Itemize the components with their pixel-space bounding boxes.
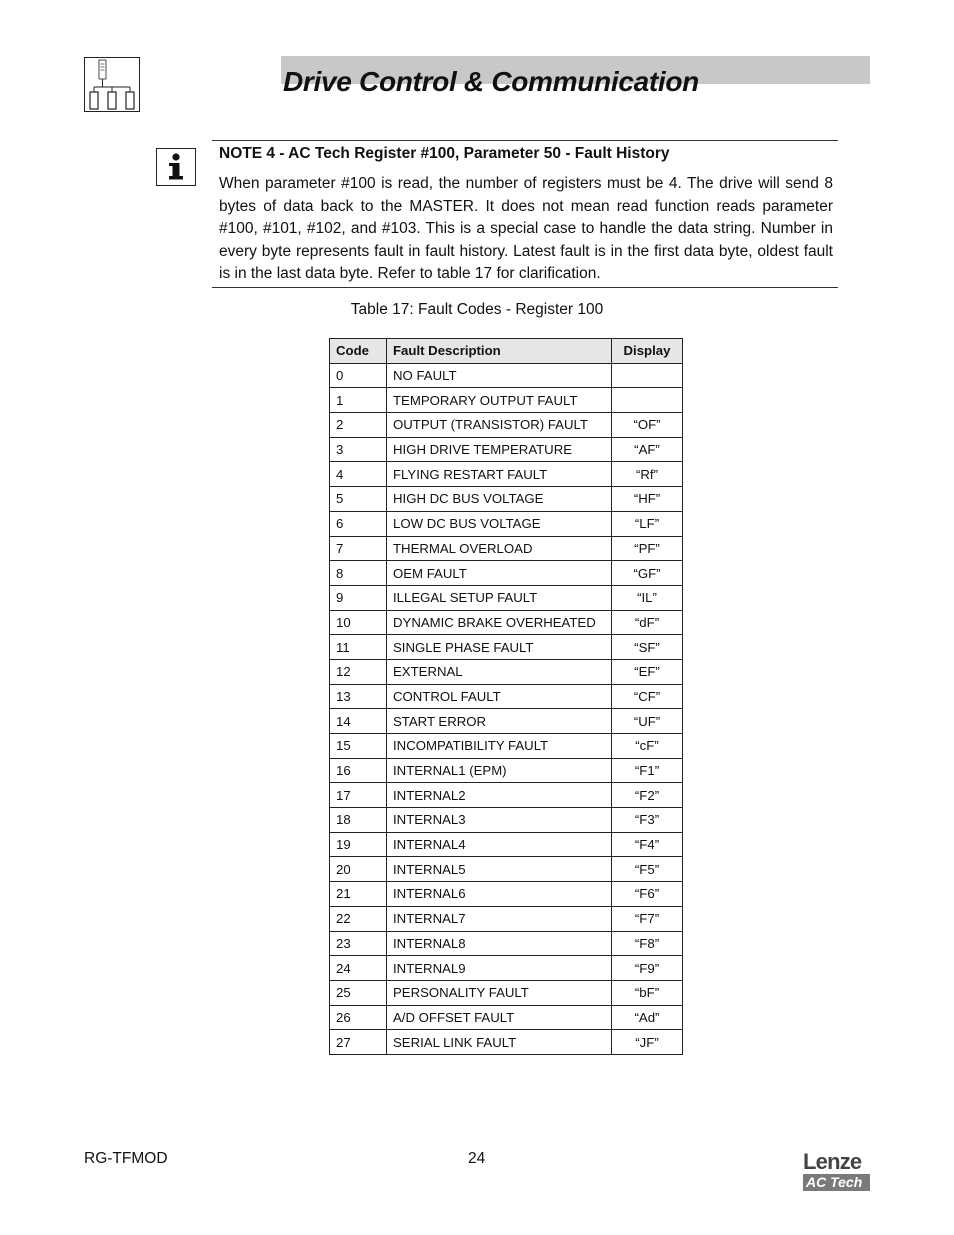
table-row (330, 610, 683, 635)
fault-code-cell: 14 (330, 709, 387, 734)
fault-display-cell: “SF” (612, 635, 683, 660)
fault-description-cell: OUTPUT (TRANSISTOR) FAULT (387, 413, 612, 438)
fault-code-cell: 17 (330, 783, 387, 808)
table-row (330, 734, 683, 759)
fault-description-cell: INTERNAL8 (387, 931, 612, 956)
fault-description-cell: START ERROR (387, 709, 612, 734)
fault-description-cell: SINGLE PHASE FAULT (387, 635, 612, 660)
fault-code-cell: 6 (330, 511, 387, 536)
fault-display-cell: “JF” (612, 1030, 683, 1055)
table-row (330, 1030, 683, 1055)
fault-code-cell: 20 (330, 857, 387, 882)
table-row (330, 808, 683, 833)
table-header-row (330, 339, 683, 364)
table-row (330, 882, 683, 907)
fault-description-cell: CONTROL FAULT (387, 684, 612, 709)
fault-code-cell: 24 (330, 956, 387, 981)
fault-description-cell: INTERNAL9 (387, 956, 612, 981)
fault-display-cell: “F4” (612, 832, 683, 857)
fault-description-cell: INCOMPATIBILITY FAULT (387, 734, 612, 759)
info-icon (156, 148, 196, 186)
table-row (330, 684, 683, 709)
table-row (330, 462, 683, 487)
fault-description-cell: SERIAL LINK FAULT (387, 1030, 612, 1055)
fault-display-cell: “CF” (612, 684, 683, 709)
fault-description-cell: A/D OFFSET FAULT (387, 1005, 612, 1030)
fault-code-cell: 25 (330, 980, 387, 1005)
fault-code-cell: 0 (330, 363, 387, 388)
table-row (330, 635, 683, 660)
fault-display-cell: “F2” (612, 783, 683, 808)
fault-code-cell: 9 (330, 585, 387, 610)
fault-code-cell: 27 (330, 1030, 387, 1055)
fault-description-cell: OEM FAULT (387, 561, 612, 586)
lenze-logo (803, 1150, 870, 1194)
fault-display-cell: “LF” (612, 511, 683, 536)
table-row (330, 980, 683, 1005)
column-header-description: Fault Description (387, 339, 612, 364)
fault-description-cell: ILLEGAL SETUP FAULT (387, 585, 612, 610)
fault-display-cell: “UF” (612, 709, 683, 734)
table-row (330, 413, 683, 438)
column-header-display: Display (612, 339, 683, 364)
fault-description-cell: INTERNAL4 (387, 832, 612, 857)
table-row (330, 956, 683, 981)
fault-display-cell: “cF” (612, 734, 683, 759)
table-caption: Table 17: Fault Codes - Register 100 (350, 301, 604, 318)
fault-display-cell (612, 363, 683, 388)
fault-code-cell: 19 (330, 832, 387, 857)
column-header-code: Code (330, 339, 387, 364)
fault-code-cell: 4 (330, 462, 387, 487)
fault-code-cell: 12 (330, 659, 387, 684)
fault-code-cell: 26 (330, 1005, 387, 1030)
fault-display-cell: “dF” (612, 610, 683, 635)
table-row (330, 659, 683, 684)
note-bottom-rule (212, 287, 838, 288)
fault-code-cell: 22 (330, 906, 387, 931)
fault-code-cell: 8 (330, 561, 387, 586)
fault-description-cell: INTERNAL6 (387, 882, 612, 907)
fault-display-cell: “AF” (612, 437, 683, 462)
fault-description-cell: INTERNAL1 (EPM) (387, 758, 612, 783)
network-icon (84, 57, 140, 112)
fault-code-cell: 11 (330, 635, 387, 660)
fault-description-cell: INTERNAL5 (387, 857, 612, 882)
fault-code-cell: 7 (330, 536, 387, 561)
table-row (330, 561, 683, 586)
fault-display-cell: “IL” (612, 585, 683, 610)
table-row (330, 783, 683, 808)
fault-code-cell: 23 (330, 931, 387, 956)
fault-description-cell: DYNAMIC BRAKE OVERHEATED (387, 610, 612, 635)
fault-description-cell: INTERNAL7 (387, 906, 612, 931)
fault-code-cell: 10 (330, 610, 387, 635)
note-heading: NOTE 4 - AC Tech Register #100, Parameter 50 - Fault History (219, 145, 670, 162)
logo-sub: AC Tech (803, 1174, 870, 1191)
fault-description-cell: PERSONALITY FAULT (387, 980, 612, 1005)
fault-description-cell: NO FAULT (387, 363, 612, 388)
fault-display-cell: “Ad” (612, 1005, 683, 1030)
fault-code-cell: 21 (330, 882, 387, 907)
fault-code-cell: 3 (330, 437, 387, 462)
fault-code-cell: 13 (330, 684, 387, 709)
fault-description-cell: HIGH DC BUS VOLTAGE (387, 487, 612, 512)
table-row (330, 511, 683, 536)
table-row (330, 931, 683, 956)
page-title: Drive Control & Communication (283, 66, 699, 97)
table-row (330, 758, 683, 783)
page-number: 24 (468, 1150, 486, 1167)
fault-code-cell: 18 (330, 808, 387, 833)
fault-code-cell: 5 (330, 487, 387, 512)
table-row (330, 1005, 683, 1030)
fault-description-cell: FLYING RESTART FAULT (387, 462, 612, 487)
table-row (330, 832, 683, 857)
fault-display-cell: “F8” (612, 931, 683, 956)
document-id: RG-TFMOD (84, 1150, 168, 1167)
fault-display-cell: “GF” (612, 561, 683, 586)
table-row (330, 585, 683, 610)
fault-display-cell: “OF” (612, 413, 683, 438)
fault-display-cell (612, 388, 683, 413)
fault-description-cell: INTERNAL2 (387, 783, 612, 808)
table-row (330, 857, 683, 882)
fault-display-cell: “bF” (612, 980, 683, 1005)
logo-brand: Lenze (803, 1149, 862, 1174)
fault-display-cell: “Rf” (612, 462, 683, 487)
table-row (330, 363, 683, 388)
fault-display-cell: “HF” (612, 487, 683, 512)
fault-description-cell: HIGH DRIVE TEMPERATURE (387, 437, 612, 462)
fault-codes-table (329, 338, 683, 1055)
table-row (330, 487, 683, 512)
table-row (330, 536, 683, 561)
fault-description-cell: THERMAL OVERLOAD (387, 536, 612, 561)
fault-display-cell: “F6” (612, 882, 683, 907)
fault-display-cell: “F5” (612, 857, 683, 882)
fault-display-cell: “PF” (612, 536, 683, 561)
fault-display-cell: “F7” (612, 906, 683, 931)
fault-code-cell: 15 (330, 734, 387, 759)
table-row (330, 437, 683, 462)
fault-code-cell: 2 (330, 413, 387, 438)
fault-code-cell: 16 (330, 758, 387, 783)
fault-display-cell: “F1” (612, 758, 683, 783)
fault-description-cell: EXTERNAL (387, 659, 612, 684)
note-body: When parameter #100 is read, the number of registers must be 4. The drive will send 8 bytes of data back to the MASTER. It does not mean read function reads parameter #100, #101, #102, and #103. This is a special case to handle the data string. Number in every byte represents fault in fault history. Latest fault is in the first data byte, oldest fault is in the last data byte. Refer to table 17 for clarification. (219, 175, 833, 283)
note-top-rule (212, 140, 838, 141)
fault-display-cell: “F3” (612, 808, 683, 833)
fault-description-cell: INTERNAL3 (387, 808, 612, 833)
table-row (330, 388, 683, 413)
fault-description-cell: LOW DC BUS VOLTAGE (387, 511, 612, 536)
table-row (330, 709, 683, 734)
fault-display-cell: “F9” (612, 956, 683, 981)
table-row (330, 906, 683, 931)
fault-display-cell: “EF” (612, 659, 683, 684)
fault-code-cell: 1 (330, 388, 387, 413)
fault-description-cell: TEMPORARY OUTPUT FAULT (387, 388, 612, 413)
